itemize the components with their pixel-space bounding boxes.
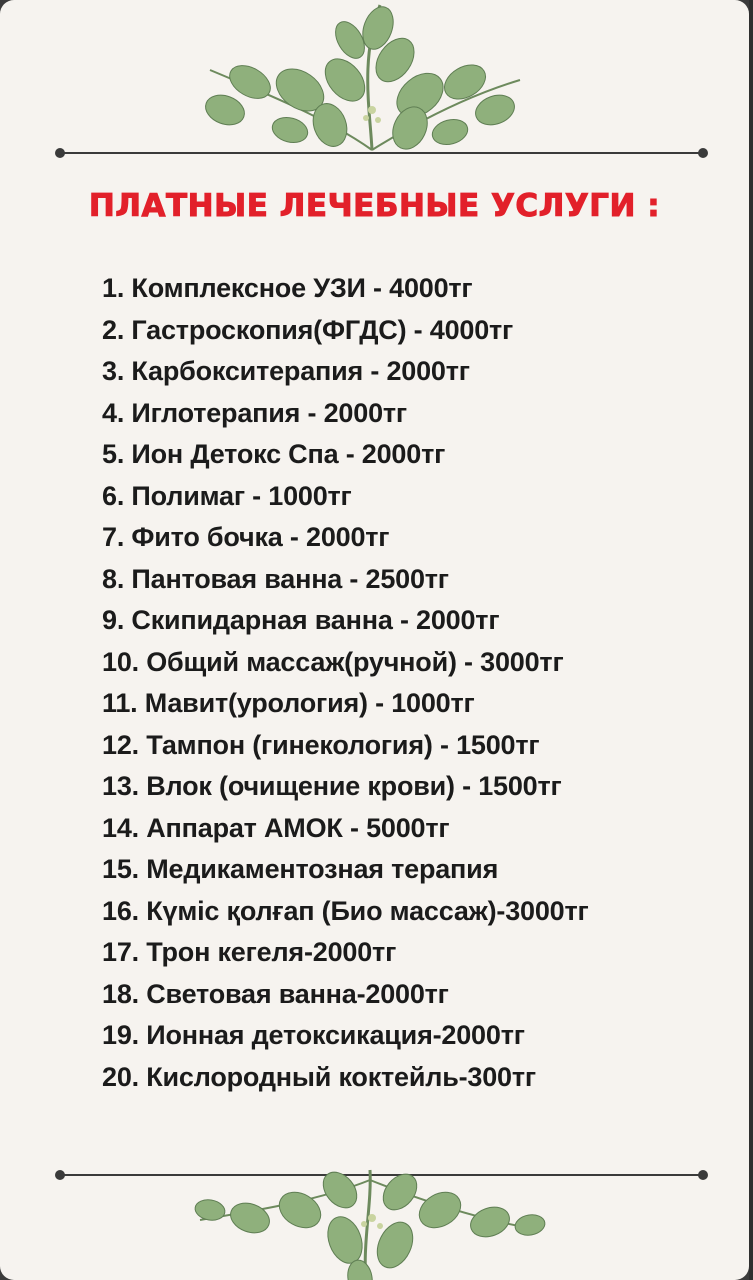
service-item: 6. Полимаг - 1000тг [102, 480, 352, 511]
eucalyptus-leaves-top-icon [0, 0, 749, 190]
service-item: 17. Трон кегеля-2000тг [102, 937, 397, 967]
service-item: 9. Скипидарная ванна - 2000тг [102, 605, 500, 635]
service-item: 16. Күміс қолғап (Био массаж)-3000тг [102, 895, 589, 926]
service-item: 11. Мавит(урология) - 1000тг [102, 688, 475, 718]
top-divider-line [60, 152, 703, 154]
service-item: 3. Карбокситерапия - 2000тг [102, 356, 470, 386]
service-item: 20. Кислородный коктейль-300тг [102, 1061, 536, 1092]
service-item: 7. Фито бочка - 2000тг [102, 522, 390, 552]
service-item: 8. Пантовая ванна - 2500тг [102, 563, 449, 594]
service-item: 13. Влок (очищение крови) - 1500тг [102, 771, 562, 801]
service-item: 4. Иглотерапия - 2000тг [102, 397, 407, 428]
eucalyptus-leaves-bottom-icon [0, 1110, 749, 1280]
service-item: 15. Медикаментозная терапия [102, 854, 499, 884]
service-item: 19. Ионная детоксикация-2000тг [102, 1020, 525, 1050]
service-item: 14. Аппарат АМОК - 5000тг [102, 812, 450, 843]
service-item: 18. Световая ванна-2000тг [102, 978, 449, 1009]
service-item: 5. Ион Детокс Спа - 2000тг [102, 439, 446, 469]
service-item: 1. Комплексное УЗИ - 4000тг [102, 273, 473, 303]
right-edge-strip [749, 0, 753, 1280]
service-item: 2. Гастроскопия(ФГДС) - 4000тг [102, 314, 514, 345]
service-item: 10. Общий массаж(ручной) - 3000тг [102, 646, 564, 677]
service-item: 12. Тампон (гинекология) - 1500тг [102, 729, 540, 760]
services-list [102, 268, 589, 1098]
page-title: ПЛАТНЫЕ ЛЕЧЕБНЫЕ УСЛУГИ : [88, 188, 661, 224]
